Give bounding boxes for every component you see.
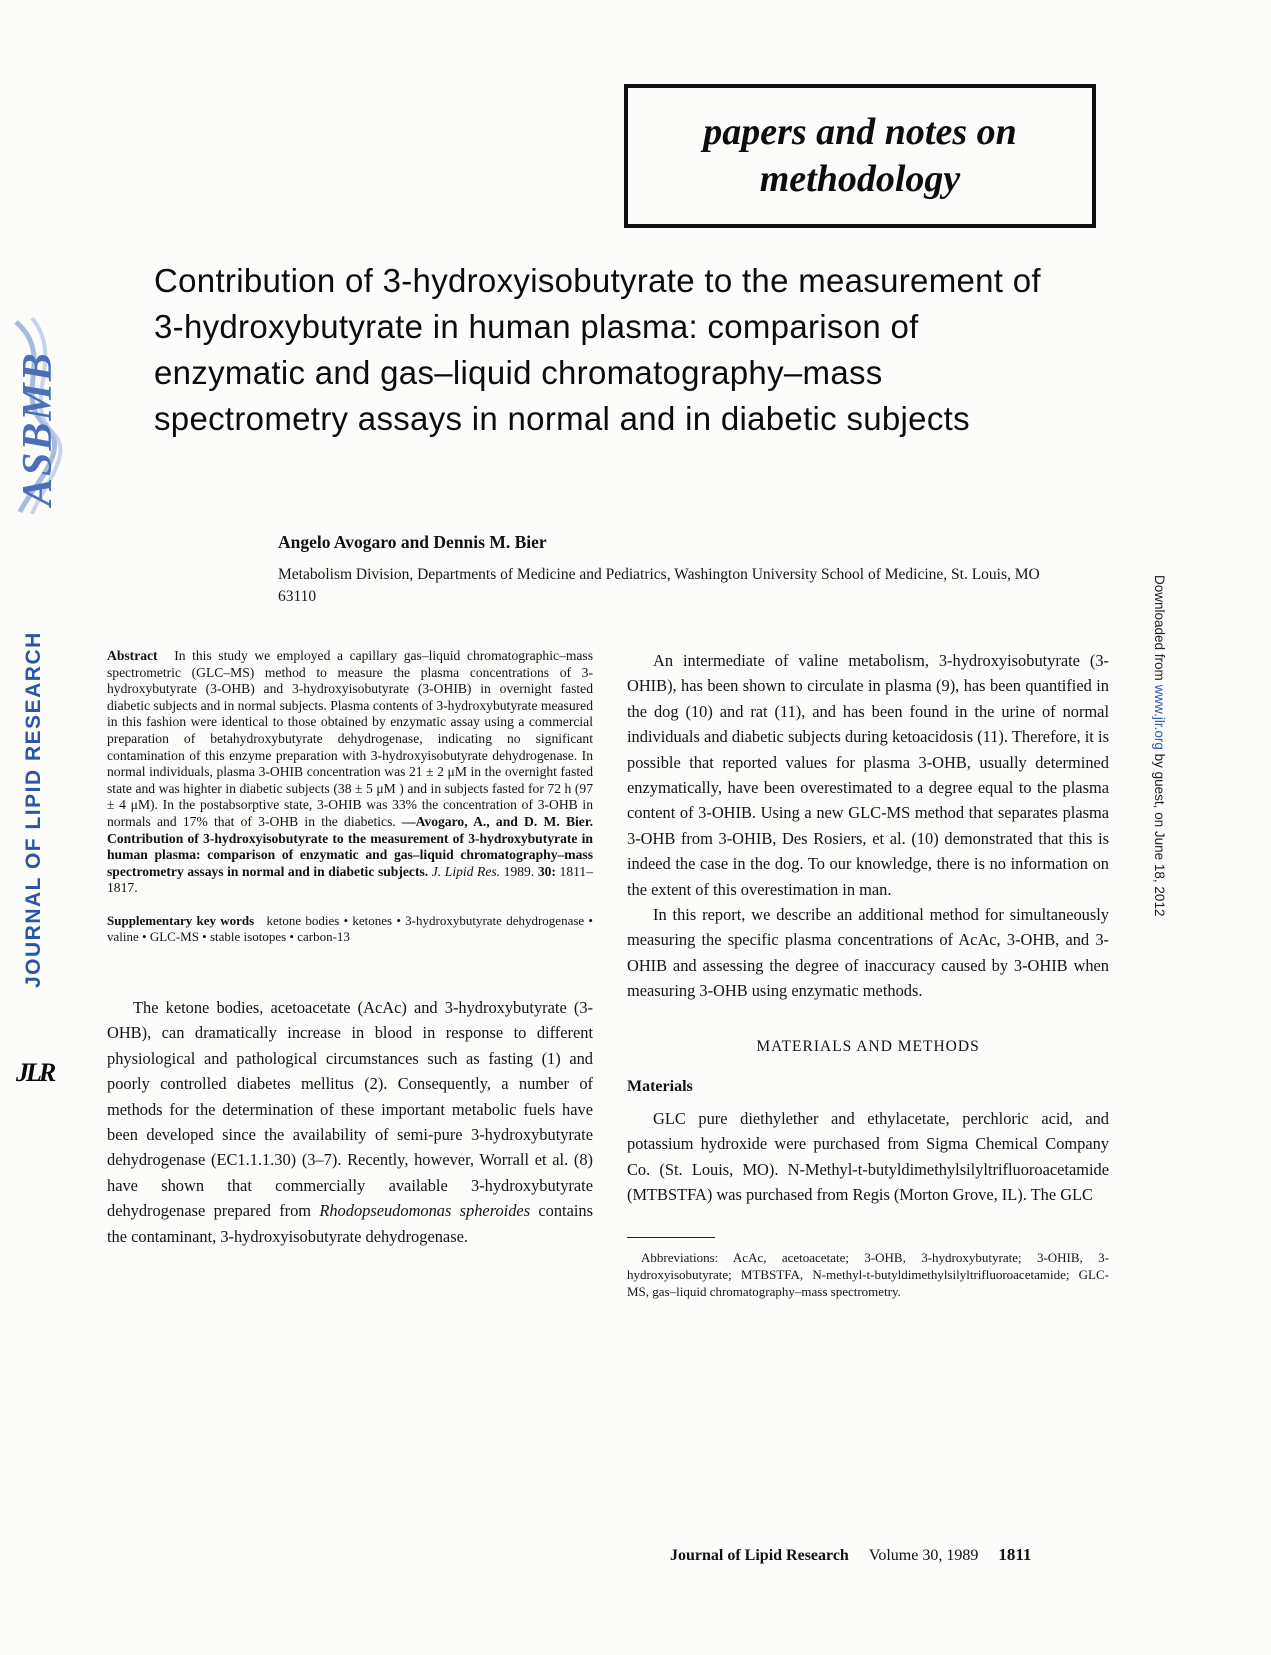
watermark-suffix: by guest, on June 18, 2012 xyxy=(1152,749,1167,917)
watermark-prefix: Downloaded from xyxy=(1152,575,1167,685)
subheading-materials: Materials xyxy=(627,1077,693,1095)
authors: Angelo Avogaro and Dennis M. Bier xyxy=(278,532,547,552)
article-body xyxy=(107,648,1109,1301)
abstract-citation-journal: J. Lipid Res. xyxy=(431,863,501,879)
supplementary-keywords xyxy=(107,913,593,945)
abstract-citation: —Avogaro, A., and D. M. Bier. Contribution of 3-hydroxyisobutyrate to the measurement of 3-hydroxybutyrate in human plasma: comparison of enzymatic and gas–liquid chromatography–mass spectrometry assays in normal and in diabetic subjects. xyxy=(107,813,594,879)
intro-paragraph xyxy=(107,995,593,1249)
abstract-paragraph xyxy=(107,648,593,897)
banner-box xyxy=(624,84,1096,228)
right-column xyxy=(627,648,1109,1301)
jlr-org-link[interactable]: www.jlr.org xyxy=(1152,684,1167,750)
affiliation: Metabolism Division, Departments of Medicine and Pediatrics, Washington University School of Medicine, St. Louis, MO 63110 xyxy=(278,566,1040,605)
abstract-citation-pages: 1811–1817. xyxy=(107,863,593,896)
footer-page-number: 1811 xyxy=(998,1545,1032,1564)
intro-species-italic: Rhodopseudomonas spheroides xyxy=(319,1201,531,1221)
abstract-citation-year: 1989. xyxy=(503,863,535,879)
banner-line1: papers and notes on xyxy=(703,110,1017,153)
journal-name-vertical: JOURNAL OF LIPID RESEARCH xyxy=(22,631,45,988)
keywords-label: Supplementary key words xyxy=(107,912,255,928)
paragraph-report-scope: In this report, we describe an additional method for simultaneously measuring the specific plasma concentrations of AcAc, 3-OHB, and 3-OHIB and assessing the degree of inaccuracy caused by 3-OHIB when measuring 3-OHB using enzymatic methods. xyxy=(627,905,1109,1001)
left-column xyxy=(107,648,593,1301)
footnote-rule xyxy=(627,1237,715,1238)
abstract-label: Abstract xyxy=(107,648,158,663)
asbmb-logo-text: ASBMB xyxy=(15,351,61,506)
footer-volume: Volume 30, 1989 xyxy=(868,1547,979,1564)
left-sidebar xyxy=(0,0,96,1655)
jlr-monogram-icon: JLR xyxy=(16,1058,54,1087)
abbreviations-footnote: Abbreviations: AcAc, acetoacetate; 3-OHB, 3-hydroxybutyrate; 3-OHIB, 3-hydroxyisobutyrate; MTBSTFA, N-methyl-t-butyldimethylsilyltrifluoroacetamide; GLC-MS, gas–liquid chromatography–mass spectrometry. xyxy=(627,1250,1109,1299)
intro-text-before: The ketone bodies, acetoacetate (AcAc) and 3-hydroxybutyrate (3-OHB), can dramatically increase in blood in response to different physiological and pathological circumstances such as fasting (1) and poorly controlled diabetes mellitus (2). Consequently, a number of methods for the determination of these important metabolic fuels have been developed since the availability of semi-pure 3-hydroxybutyrate dehydrogenase (EC1.1.1.30) (3–7). Recently, however, Worrall et al. (8) have shown that commercially available 3-hydroxybutyrate dehydrogenase prepared from xyxy=(107,997,593,1221)
footer-journal-name: Journal of Lipid Research xyxy=(670,1547,849,1564)
paragraph-valine-intermediate: An intermediate of valine metabolism, 3-hydroxyisobutyrate (3-OHIB), has been shown to circulate in plasma (9), has been quantified in the dog (10) and rat (11), and has been found in the urine of normal individuals and diabetic subjects during ketoacidosis (11). Therefore, it is possible that reported values for plasma 3-OHB, usually determined enzymatically, have been overestimated to a degree equal to the plasma content of 3-OHIB. Using a new GLC-MS method that separates plasma 3-OHB from 3-OHIB, Des Rosiers, et al. (10) demonstrated that this is indeed the case in the dog. To our knowledge, there is no information on the extent of this overestimation in man. xyxy=(627,651,1109,899)
page-footer xyxy=(670,1545,1031,1565)
intro-text-after: contains the contaminant, 3-hydroxyisobutyrate dehydrogenase. xyxy=(107,1201,593,1246)
article-title: Contribution of 3-hydroxyisobutyrate to the measurement of 3-hydroxybutyrate in human plasma: comparison of enzymatic and gas–liquid chromatography–mass spectrometry assays in normal and in diabetic subjects xyxy=(154,262,1041,437)
banner-line2: methodology xyxy=(759,158,961,200)
asbmb-logo xyxy=(2,322,74,512)
download-watermark xyxy=(1152,575,1167,916)
paragraph-reagents: GLC pure diethylether and ethylacetate, perchloric acid, and potassium hydroxide were purchased from Sigma Chemical Company Co. (St. Louis, MO). N-Methyl-t-butyldimethylsilyltrifluoroacetamide (MTBSTFA) was purchased from Regis (Morton Grove, IL). The GLC xyxy=(627,1108,1109,1204)
keywords-body: ketone bodies • ketones • 3-hydroxybutyrate dehydrogenase • valine • GLC-MS • stable isotopes • carbon-13 xyxy=(107,912,593,944)
abstract-body: In this study we employed a capillary gas–liquid chromatographic–mass spectrometric (GLC–MS) method to measure the plasma concentrations of 3-hydroxybutyrate (3-OHB) and 3-hydroxyisobutyrate (3-OHIB) in overnight fasted diabetic subjects and in normal subjects. Plasma contents of 3-hydroxybutyrate measured in this fashion were identical to those obtained by enzymatic assay using a commercial preparation of betahydroxybutyrate dehydrogenase, indicating no significant contamination of this enzyme preparation with 3-hydroxyisobutyrate dehydrogenase. In normal individuals, plasma 3-OHIB concentration was 21 ± 2 μM in the overnight fasted state and was highter in diabetic subjects (38 ± 5 μM ) and in subjects fasted for 72 h (97 ± 4 μM). In the postabsorptive state, 3-OHIB was 33% the concentration of 3-OHB in normals and 17% that of 3-OHB in the diabetics. xyxy=(107,648,594,829)
section-heading-materials-methods: MATERIALS AND METHODS xyxy=(756,1037,980,1055)
abstract-citation-volume: 30: xyxy=(537,863,556,879)
